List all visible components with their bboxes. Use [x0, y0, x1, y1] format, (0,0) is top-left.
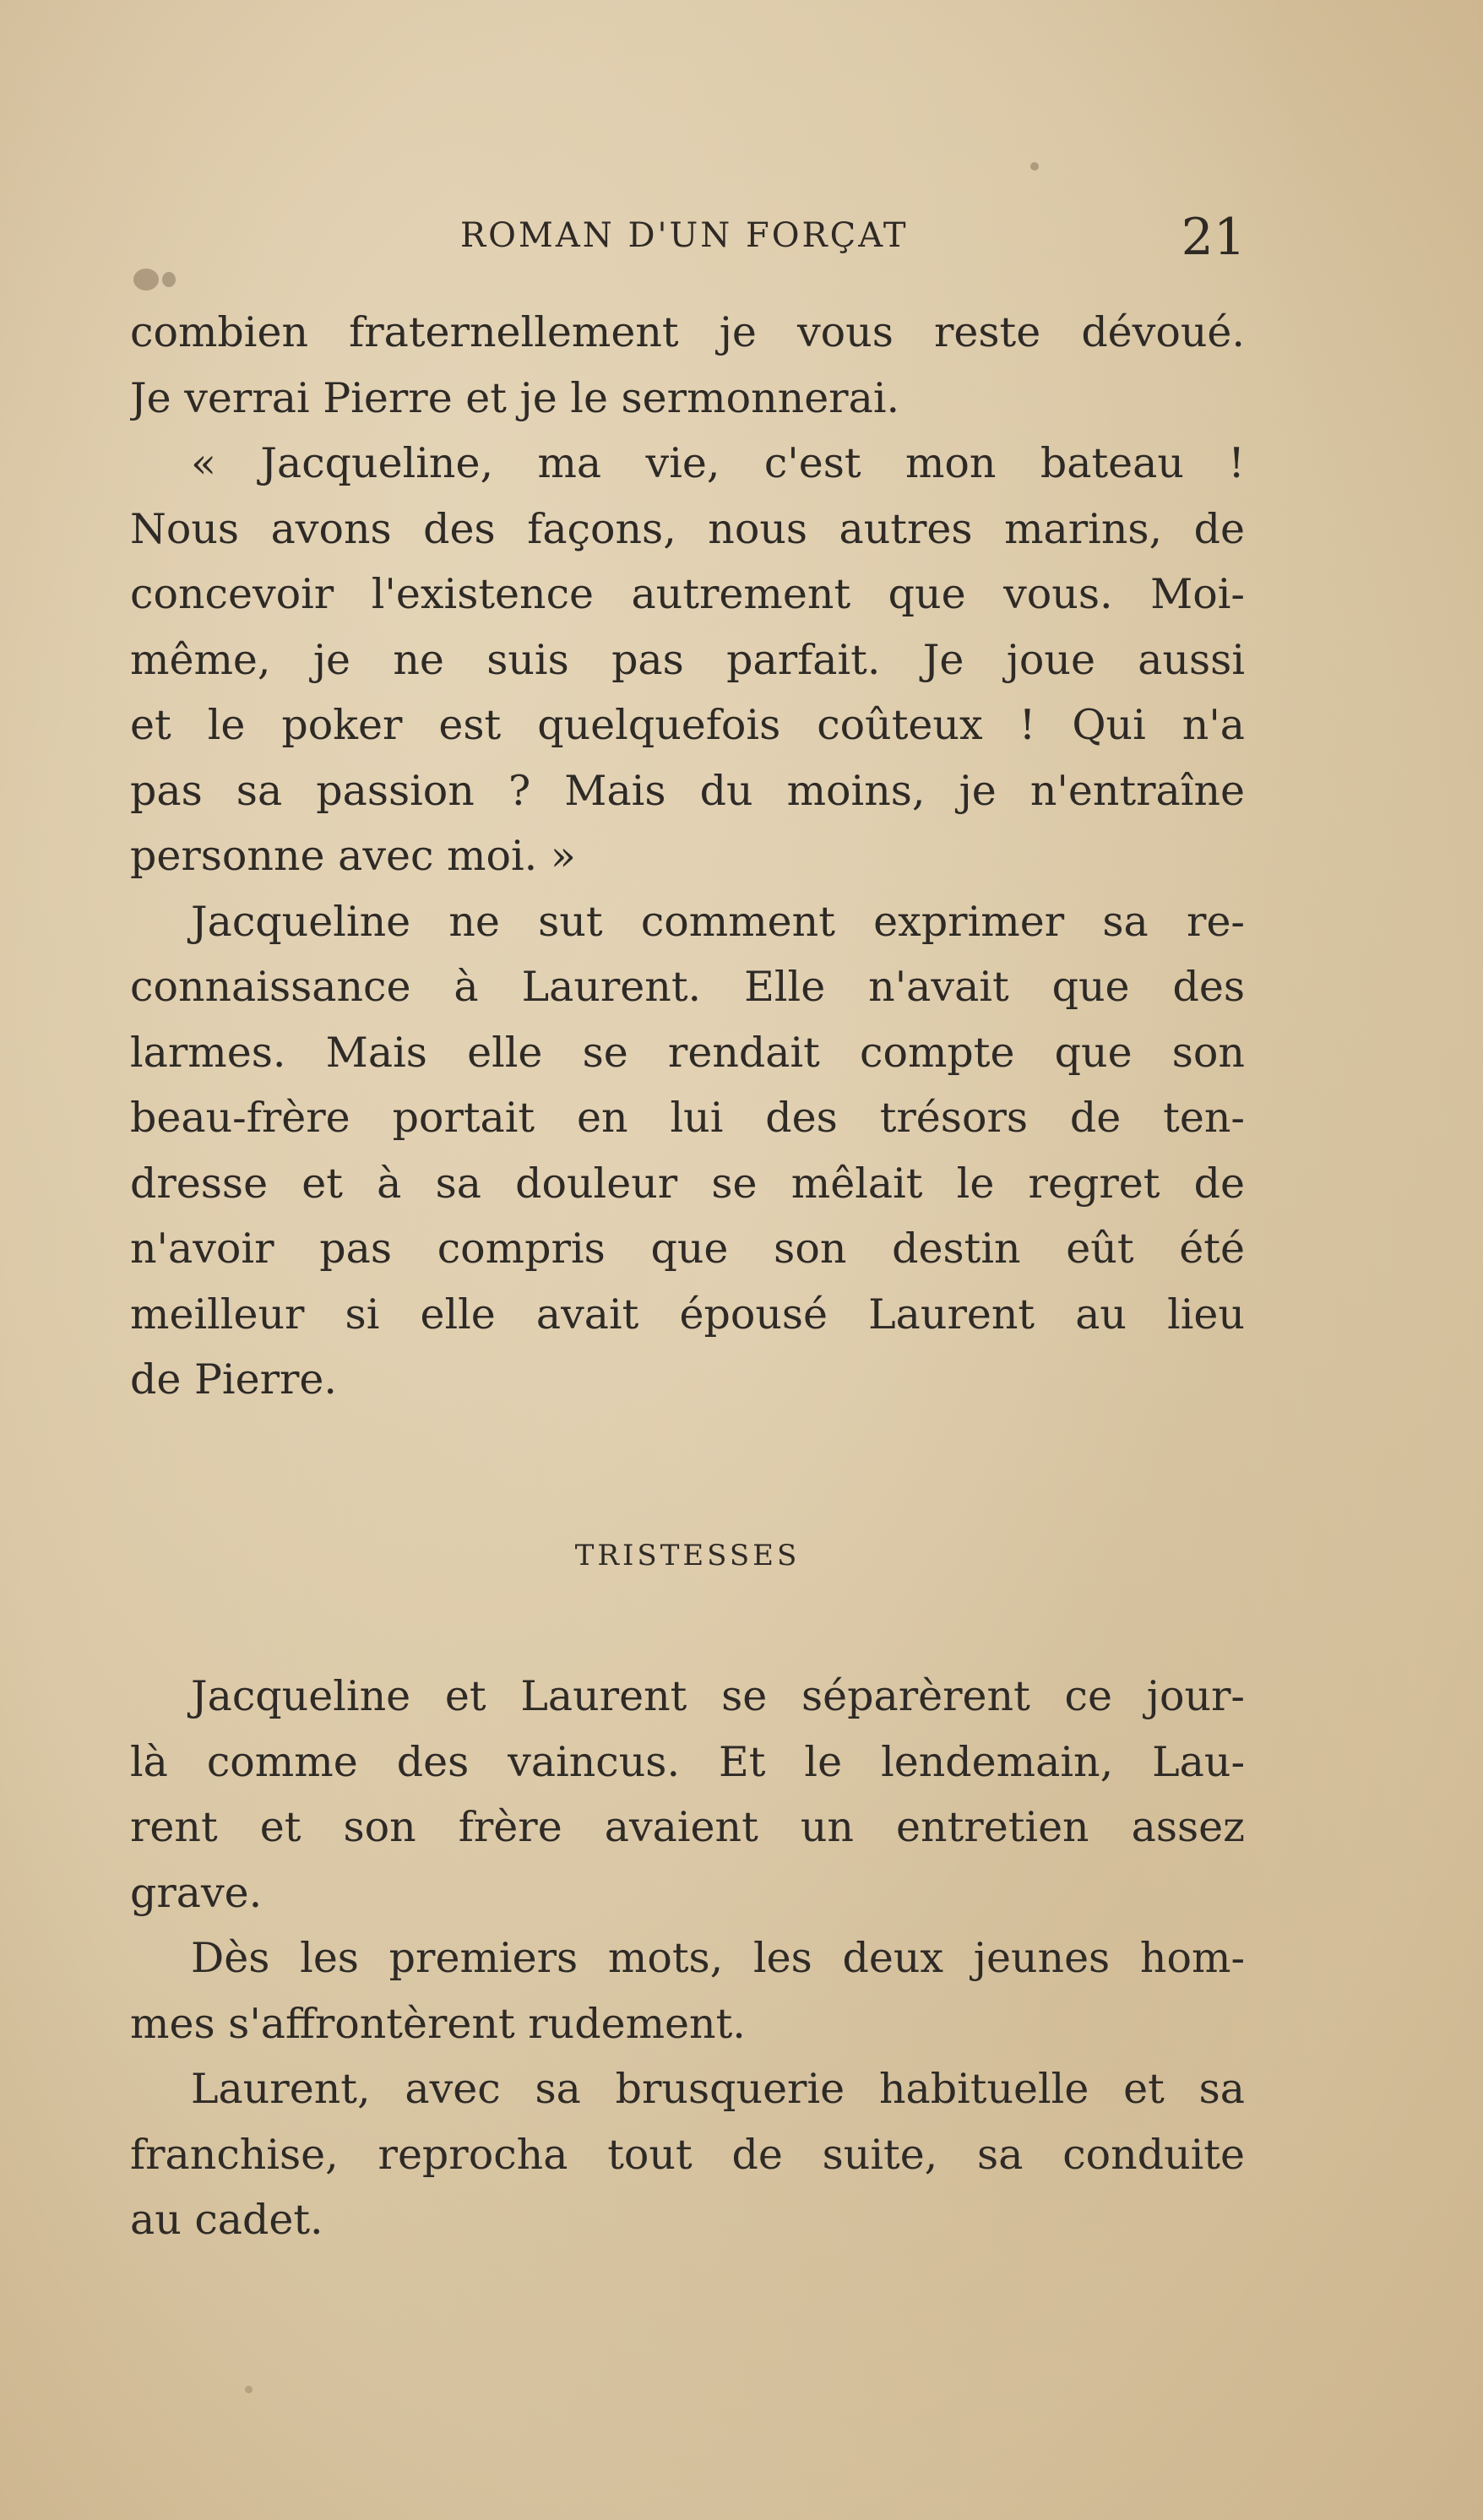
text-line: Laurent, avec sa brusquerie habituelle et sa: [191, 2065, 1245, 2113]
ink-speck: [245, 2386, 253, 2393]
text-line: là comme des vaincus. Et le lendemain, Lau-: [130, 1737, 1245, 1786]
text-line: Nous avons des façons, nous autres marins, de: [130, 504, 1245, 553]
text-line: Je verrai Pierre et je le sermonnerai.: [130, 373, 900, 422]
text-line: pas sa passion ? Mais du moins, je n'entraîne: [130, 766, 1245, 815]
text-line: concevoir l'existence autrement que vous. Moi-: [130, 570, 1245, 618]
text-line: larmes. Mais elle se rendait compte que son: [130, 1028, 1245, 1077]
ink-smudge: [133, 269, 159, 291]
page-number: 21: [1181, 208, 1246, 267]
section-title: TRISTESSES: [574, 1539, 801, 1572]
text-line: franchise, reprocha tout de suite, sa conduite: [130, 2130, 1245, 2179]
body-text-section-2: [130, 1664, 1245, 2253]
text-line: Jacqueline et Laurent se séparèrent ce jour-: [191, 1672, 1245, 1720]
text-line: grave.: [130, 1868, 263, 1917]
text-line: meilleur si elle avait épousé Laurent au lieu: [130, 1290, 1245, 1339]
ink-speck: [1030, 162, 1039, 171]
text-line: rent et son frère avaient un entretien assez: [130, 1803, 1245, 1851]
text-line: dresse et à sa douleur se mêlait le regret de: [130, 1159, 1245, 1208]
text-line: au cadet.: [130, 2196, 323, 2244]
text-line: de Pierre.: [130, 1355, 337, 1404]
text-line: combien fraternellement je vous reste dévoué.: [130, 308, 1245, 356]
body-text-section-1: [130, 300, 1245, 1413]
ink-smudge: [162, 272, 176, 287]
running-header: [460, 208, 1246, 267]
text-line: Dès les premiers mots, les deux jeunes hom-: [191, 1934, 1245, 1982]
text-line: Jacqueline ne sut comment exprimer sa re-: [191, 897, 1245, 946]
text-line: et le poker est quelquefois coûteux ! Qui n'a: [130, 701, 1245, 749]
text-line: même, je ne suis pas parfait. Je joue aussi: [130, 635, 1245, 684]
text-line: n'avoir pas compris que son destin eût été: [130, 1225, 1245, 1273]
text-line: personne avec moi. »: [130, 832, 576, 880]
text-line: « Jacqueline, ma vie, c'est mon bateau !: [191, 439, 1245, 487]
text-line: connaissance à Laurent. Elle n'avait que des: [130, 963, 1245, 1011]
running-title: ROMAN D'UN FORÇAT: [460, 216, 909, 255]
text-line: mes s'affrontèrent rudement.: [130, 1999, 746, 2048]
text-line: beau-frère portait en lui des trésors de ten-: [130, 1094, 1245, 1142]
